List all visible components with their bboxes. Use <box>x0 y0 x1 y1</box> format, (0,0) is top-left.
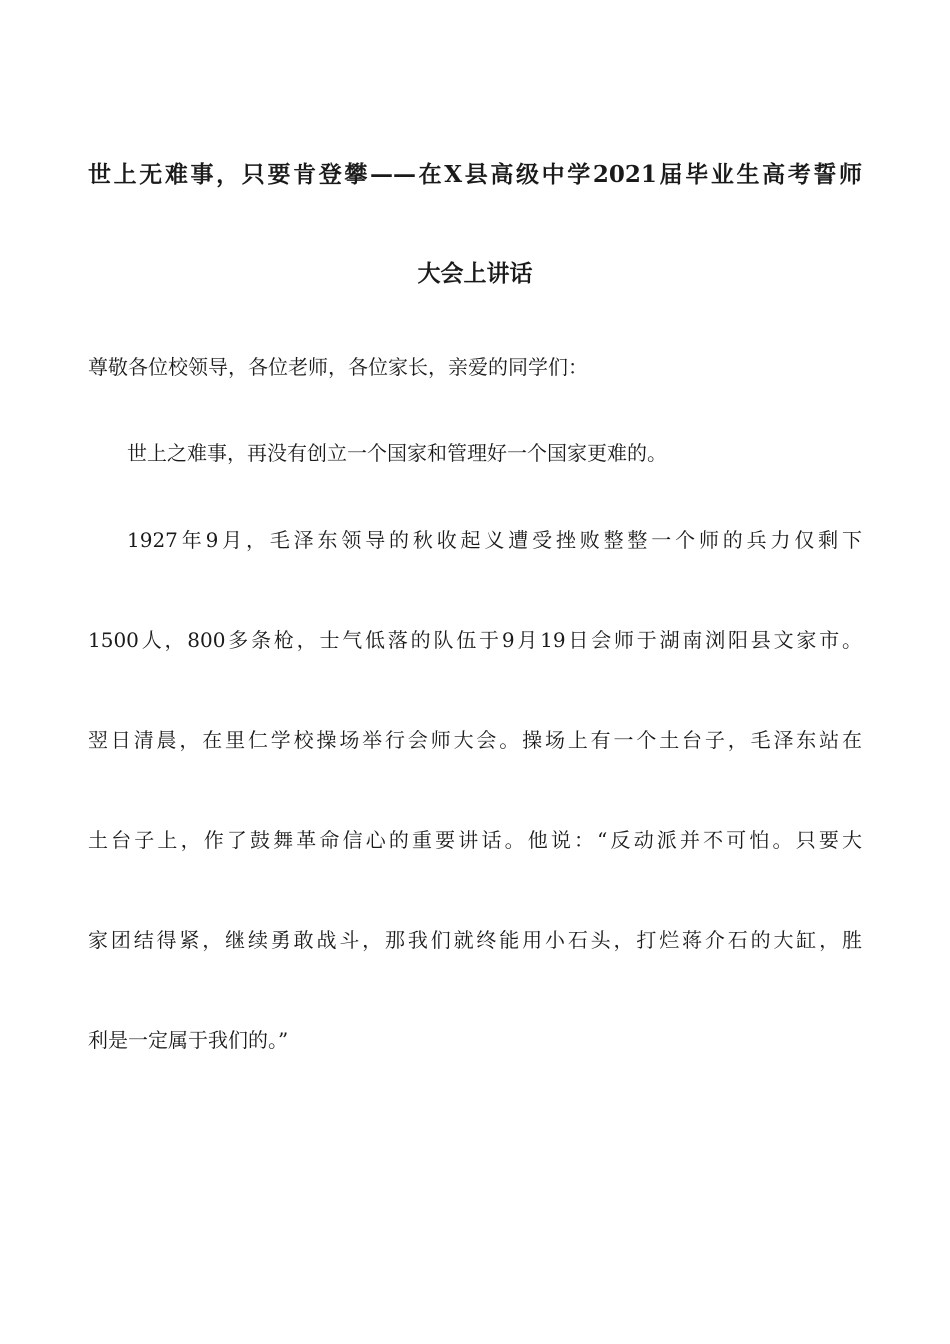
document-title-line-2: 大会上讲话 <box>417 260 533 287</box>
paragraph-2-line-2: 1500人，800多条枪，士气低落的队伍于9月19日会师于湖南浏阳县文家市。 <box>88 628 862 652</box>
paragraph-2-line-6: 利是一定属于我们的。” <box>88 1028 289 1052</box>
paragraph-2-line-1: 1927年9月，毛泽东领导的秋收起义遭受挫败整整一个师的兵力仅剩下 <box>127 528 862 552</box>
document-title-line-1: 世上无难事，只要肯登攀——在X县高级中学2021届毕业生高考誓师 <box>88 161 862 188</box>
paragraph-2-line-4: 土台子上，作了鼓舞革命信心的重要讲话。他说：“反动派并不可怕。只要大 <box>88 828 862 852</box>
paragraph-2-line-5: 家团结得紧，继续勇敢战斗，那我们就终能用小石头，打烂蒋介石的大缸，胜 <box>88 928 862 952</box>
paragraph-1: 世上之难事，再没有创立一个国家和管理好一个国家更难的。 <box>127 441 667 465</box>
salutation: 尊敬各位校领导，各位老师，各位家长，亲爱的同学们： <box>88 355 588 379</box>
paragraph-2-line-3: 翌日清晨，在里仁学校操场举行会师大会。操场上有一个土台子，毛泽东站在 <box>88 728 862 752</box>
